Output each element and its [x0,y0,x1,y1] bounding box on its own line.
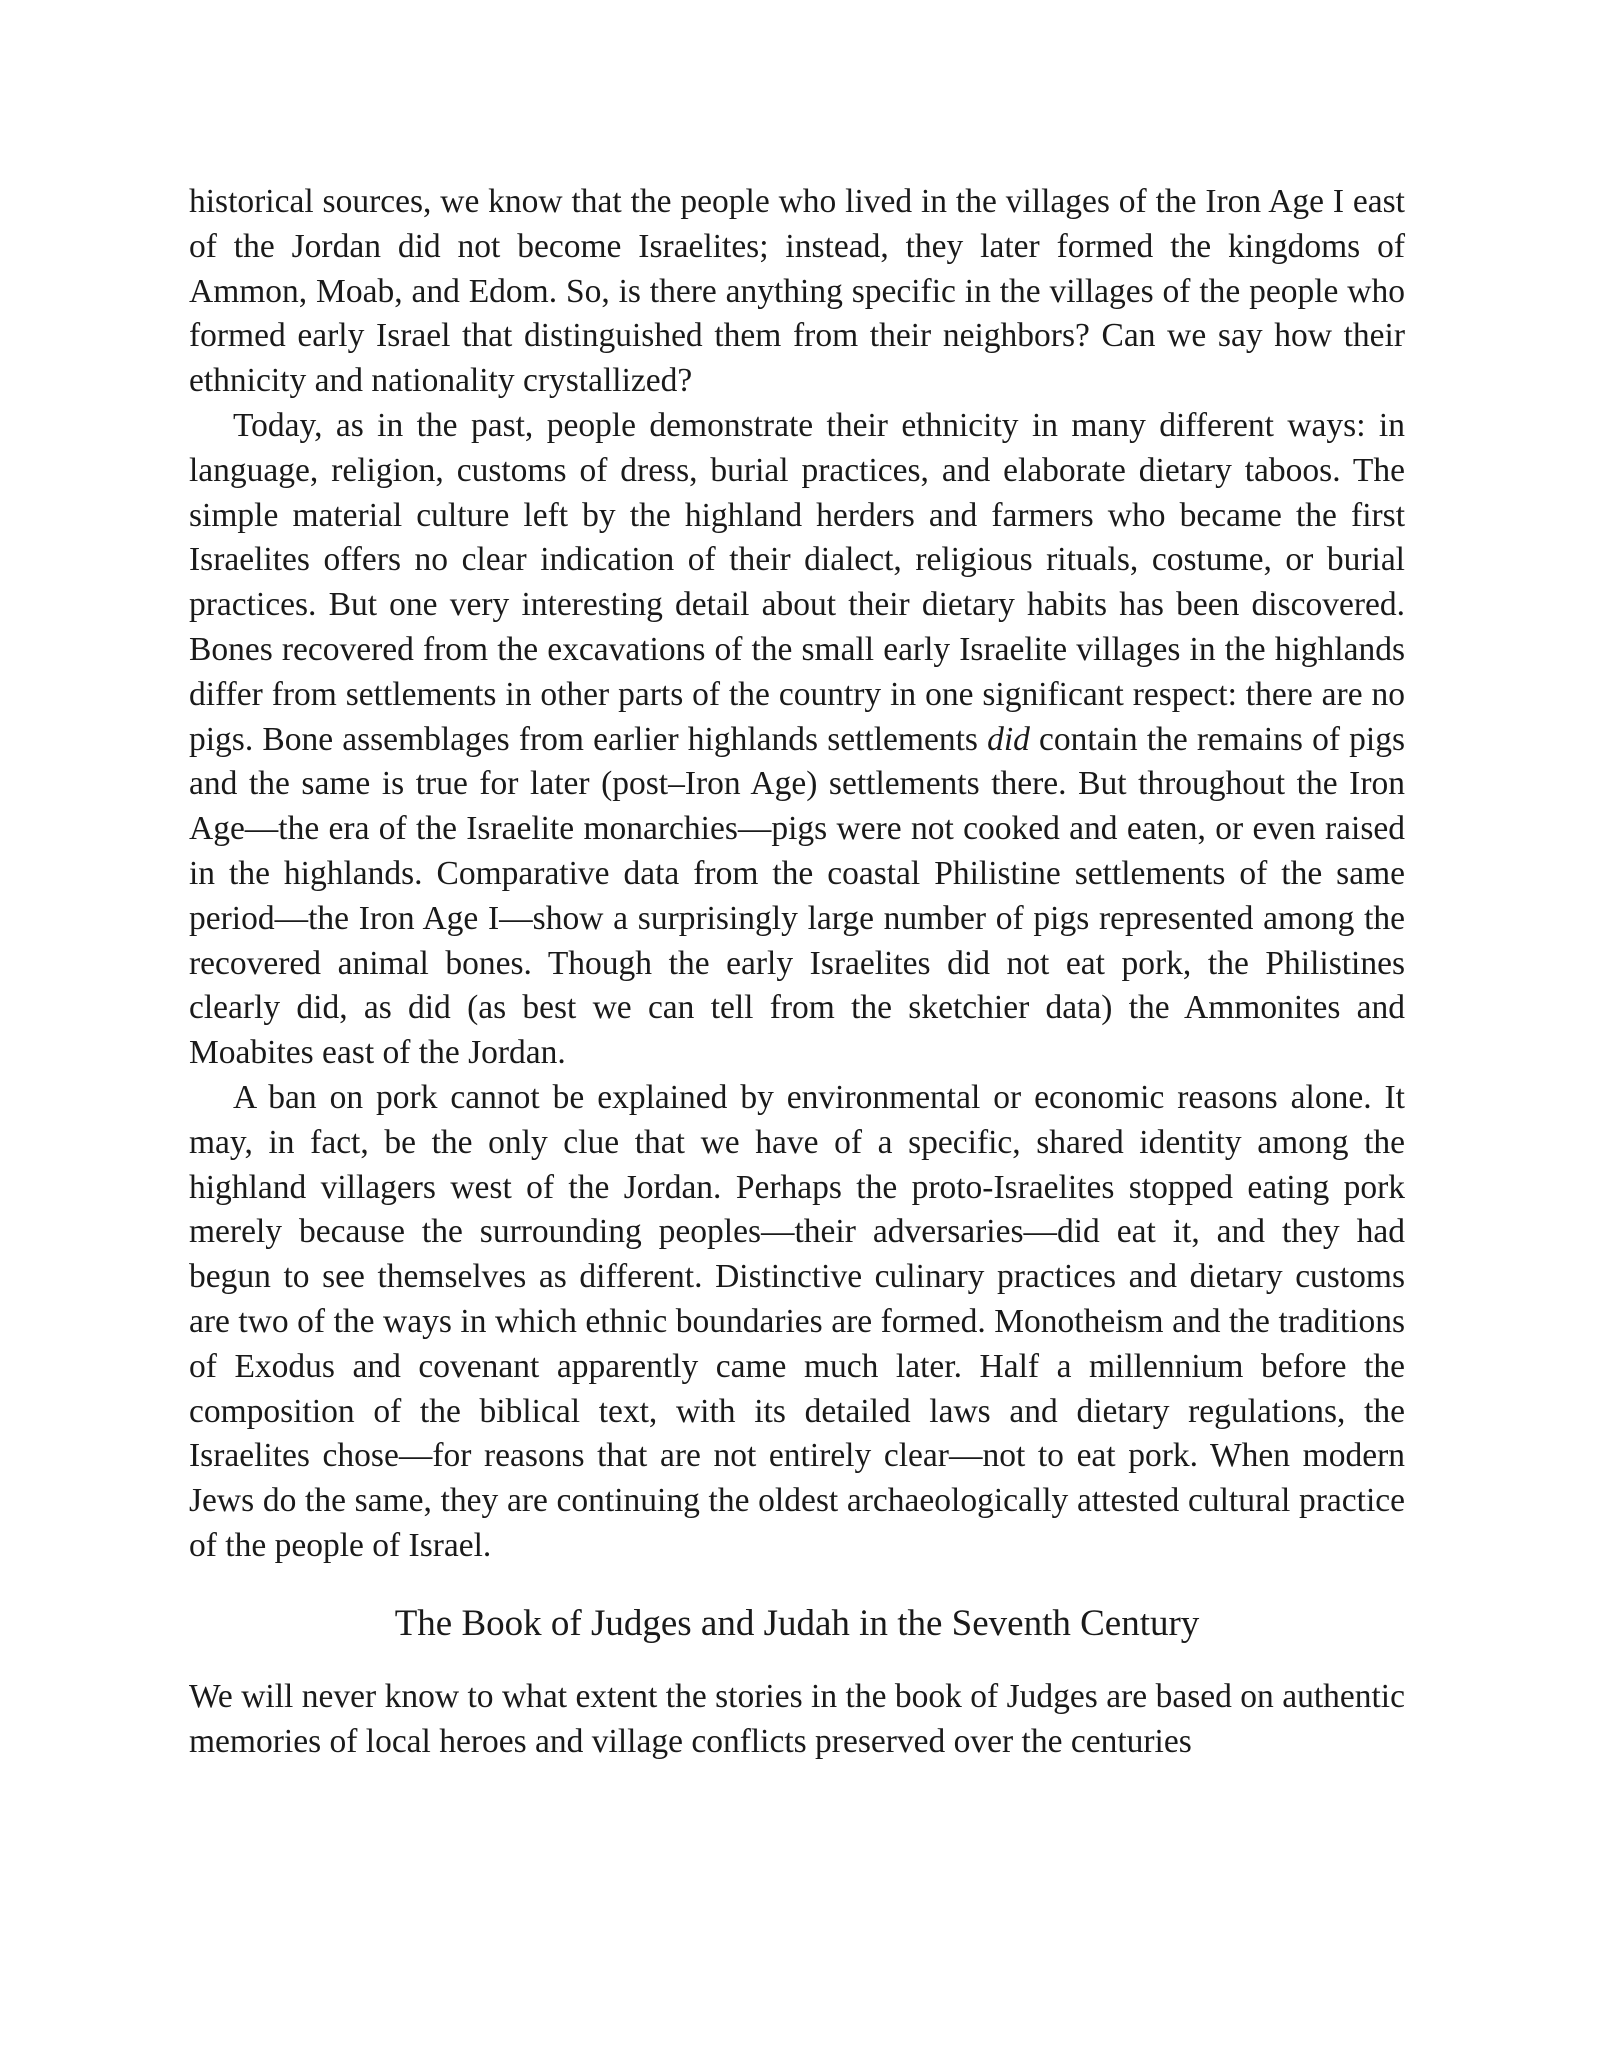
paragraph-3: A ban on pork cannot be explained by environmental or economic reasons alone. It may, in fact, be the only clue that we have of a specific, shared identity among the highland villagers west of the Jordan. Perhaps the proto-Israelites stopped eating pork merely because the surrounding peoples—their adversaries—did eat it, and they had begun to see themselves as different. Distinctive culinary practices and dietary customs are two of the ways in which ethnic boundaries are formed. Monotheism and the traditions of Exodus and covenant apparently came much later. Half a millennium before the composition of the biblical text, with its detailed laws and dietary regulations, the Israelites chose—for reasons that are not entirely clear—not to eat pork. When modern Jews do the same, they are continuing the oldest archaeologically attested cultural practice of the people of Israel. [189,1078,1405,1564]
paragraph-2-text-before: Today, as in the past, people demonstrate their ethnicity in many different ways: in language, religion, customs of dress, burial practices, and elaborate dietary taboos. The simple material culture left by the highland herders and farmers who became the first Israelites offers no clear indication of their dialect, religious rituals, costume, or burial practices. But one very interesting detail about their dietary habits has been discovered. Bones recovered from the excavations of the small early Israelite villages in the highlands differ from settlements in other parts of the country in one significant respect: there are no pigs. Bone assemblages from earlier highlands settlements [189,406,1405,758]
section-heading: The Book of Judges and Judah in the Seventh Century [394,1602,1200,1644]
book-page [189,180,1405,1764]
paragraph-2-emphasis: did [987,720,1030,758]
section-first-paragraph: We will never know to what extent the stories in the book of Judges are based on authentic memories of local heroes and village conflicts preserved over the centuries [189,1677,1405,1760]
paragraph-2-text-after: contain the remains of pigs and the same is true for later (post–Iron Age) settlements there. But throughout the Iron Age—the era of the Israelite monarchies—pigs were not cooked and eaten, or even raised in the highlands. Comparative data from the coastal Philistine settlements of the same period—the Iron Age I—show a surprisingly large number of pigs represented among the recovered animal bones. Though the early Israelites did not eat pork, the Philistines clearly did, as did (as best we can tell from the sketchier data) the Ammonites and Moabites east of the Jordan. [189,720,1405,1072]
paragraph-1: historical sources, we know that the people who lived in the villages of the Iron Age I east of the Jordan did not become Israelites; instead, they later formed the kingdoms of Ammon, Moab, and Edom. So, is there anything specific in the villages of the people who formed early Israel that distinguished them from their neighbors? Can we say how their ethnicity and nationality crystallized? [189,183,1405,400]
paragraph-2 [189,404,1405,1076]
